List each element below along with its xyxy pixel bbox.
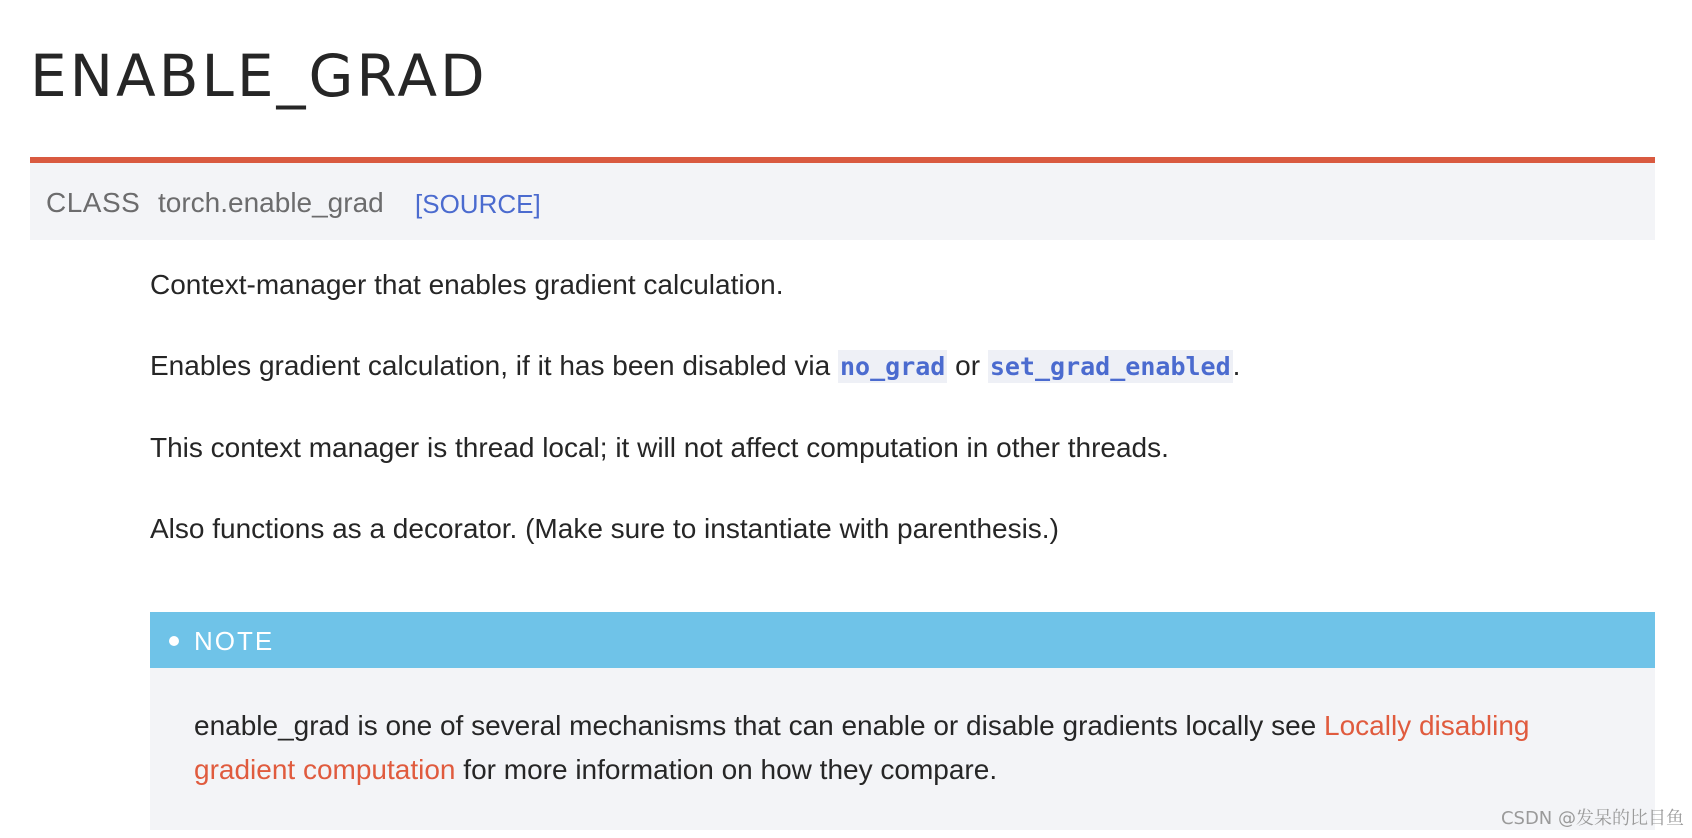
source-link[interactable]: [SOURCE]	[415, 189, 541, 219]
bullet-icon	[169, 636, 179, 646]
description-paragraph-2	[150, 350, 1240, 382]
p2-suffix-text: .	[1232, 350, 1241, 381]
note-admonition	[150, 612, 1655, 830]
description-paragraph-4: Also functions as a decorator. (Make sure to instantiate with parenthesis.)	[150, 513, 1059, 544]
class-signature	[30, 157, 1655, 240]
description-paragraph-3: This context manager is thread local; it will not affect computation in other threads.	[150, 432, 1169, 463]
description-paragraph-1: Context-manager that enables gradient calculation.	[150, 269, 784, 300]
signature-name: torch.enable_grad	[158, 187, 384, 218]
page-title: ENABLE_GRAD	[30, 42, 488, 110]
note-header	[150, 612, 1655, 668]
watermark: CSDN @发呆的比目鱼	[1500, 808, 1684, 829]
note-text-prefix: enable_grad is one of several mechanisms that can enable or disable gradients locally see	[194, 710, 1325, 741]
note-title: NOTE	[194, 626, 275, 656]
p2-prefix-text: Enables gradient calculation, if it has been disabled via	[150, 350, 838, 381]
locally-disabling-link[interactable]: Locally disabling gradient computation	[194, 710, 1530, 785]
set-grad-enabled-link[interactable]: set_grad_enabled	[989, 352, 1231, 381]
no-grad-link[interactable]: no_grad	[840, 352, 946, 381]
p2-mid-text: or	[947, 350, 988, 381]
note-text-suffix: for more information on how they compare.	[455, 754, 998, 785]
signature-kind: CLASS	[46, 187, 141, 218]
note-body	[194, 704, 1614, 792]
